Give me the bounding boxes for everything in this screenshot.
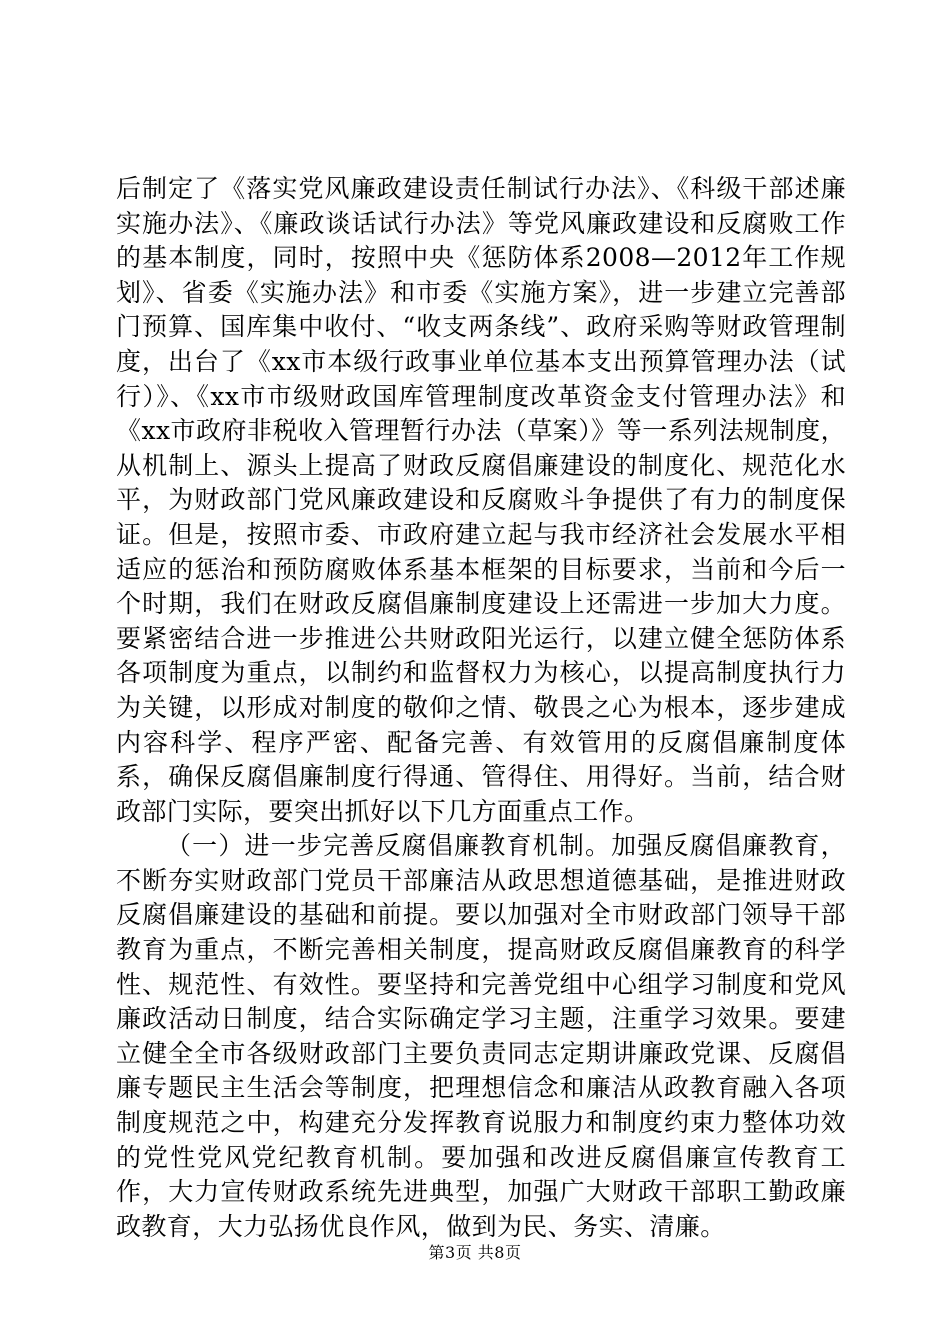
document-body bbox=[116, 172, 846, 1244]
page-number-label: 第3页 共8页 bbox=[428, 1243, 522, 1262]
paragraph-1: 后制定了《落实党风廉政建设责任制试行办法》、《科级干部述廉实施办法》、《廉政谈话试行办法》等党风廉政建设和反腐败工作的基本制度，同时，按照中央《惩防体系2008—2012年工作规划》、省委《实施办法》和市委《实施方案》，进一步建立完善部门预算、国库集中收付、“收支两条线”、政府采购等财政管理制度，出台了《xx市本级行政事业单位基本支出预算管理办法（试行）》、《xx市市级财政国库管理制度改革资金支付管理办法》和《xx市政府非税收入管理暂行办法（草案）》等一系列法规制度，从机制上、源头上提高了财政反腐倡廉建设的制度化、规范化水平，为财政部门党风廉政建设和反腐败斗争提供了有力的制度保证。但是，按照市委、市政府建立起与我市经济社会发展水平相适应的惩治和预防腐败体系基本框架的目标要求，当前和今后一个时期，我们在财政反腐倡廉制度建设上还需进一步加大力度。要紧密结合进一步推进公共财政阳光运行，以建立健全惩防体系各项制度为重点，以制约和监督权力为核心，以提高制度执行力为关键，以形成对制度的敬仰之情、敬畏之心为根本，逐步建成内容科学、程序严密、配备完善、有效管用的反腐倡廉制度体系，确保反腐倡廉制度行得通、管得住、用得好。当前，结合财政部门实际，要突出抓好以下几方面重点工作。 bbox=[116, 174, 846, 826]
page-footer bbox=[0, 1243, 950, 1263]
paragraph-2: （一）进一步完善反腐倡廉教育机制。加强反腐倡廉教育，不断夯实财政部门党员干部廉洁从政思想道德基础，是推进财政反腐倡廉建设的基础和前提。要以加强对全市财政部门领导干部教育为重点，不断完善相关制度，提高财政反腐倡廉教育的科学性、规范性、有效性。要坚持和完善党组中心组学习制度和党风廉政活动日制度，结合实际确定学习主题，注重学习效果。要建立健全全市各级财政部门主要负责同志定期讲廉政党课、反腐倡廉专题民主生活会等制度，把理想信念和廉洁从政教育融入各项制度规范之中，构建充分发挥教育说服力和制度约束力整体功效的党性党风党纪教育机制。要加强和改进反腐倡廉宣传教育工作，大力宣传财政系统先进典型，加强广大财政干部职工勤政廉政教育，大力弘扬优良作风，做到为民、务实、清廉。 bbox=[116, 831, 846, 1241]
